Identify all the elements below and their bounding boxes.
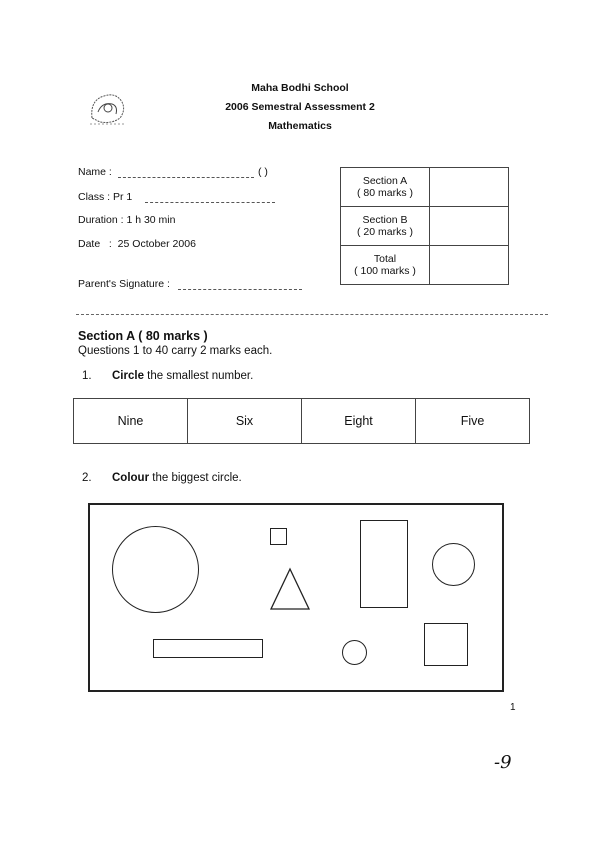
marks-sub-label: ( 100 marks ) xyxy=(354,265,416,277)
school-name: Maha Bodhi School xyxy=(251,82,349,94)
triangle-shape xyxy=(269,567,311,611)
question-number: 1. xyxy=(82,370,92,382)
marks-sub-label: ( 80 marks ) xyxy=(356,187,413,199)
marks-score-cell[interactable] xyxy=(430,168,509,207)
section-a-instruction: Questions 1 to 40 carry 2 marks each. xyxy=(78,345,273,357)
shapes-panel xyxy=(88,503,504,692)
medium-circle-shape[interactable] xyxy=(432,543,475,586)
marks-label: Section A xyxy=(362,175,408,187)
signature-label: Parent's Signature : xyxy=(78,278,170,290)
marks-row-total xyxy=(341,246,509,285)
large-circle-shape[interactable] xyxy=(112,526,199,613)
question-keyword: Circle xyxy=(112,370,144,382)
square-shape xyxy=(424,623,468,666)
signature-field[interactable] xyxy=(178,289,302,290)
small-circle-shape[interactable] xyxy=(342,640,367,665)
name-label: Name : xyxy=(78,166,112,178)
marks-sub-label: ( 20 marks ) xyxy=(356,226,413,238)
class-label: Class : Pr 1 xyxy=(78,191,133,203)
marks-row-section-b xyxy=(341,207,509,246)
question-number: 2. xyxy=(82,472,92,484)
date-text: Date : 25 October 2006 xyxy=(78,238,196,250)
option-nine[interactable]: Nine xyxy=(74,399,188,444)
marks-score-cell[interactable] xyxy=(430,207,509,246)
question-1-prompt xyxy=(82,370,253,382)
question-text: the smallest number. xyxy=(147,370,254,382)
marks-table xyxy=(340,167,509,285)
long-rectangle-shape xyxy=(153,639,263,658)
small-square-shape xyxy=(270,528,287,545)
register-number-field[interactable]: ( ) xyxy=(258,166,268,178)
marks-label-cell xyxy=(341,246,430,285)
question-text: the biggest circle. xyxy=(152,472,242,484)
option-five[interactable]: Five xyxy=(416,399,530,444)
question-2-prompt xyxy=(82,472,242,484)
option-eight[interactable]: Eight xyxy=(302,399,416,444)
class-field[interactable] xyxy=(145,202,275,203)
marks-label: Section B xyxy=(362,214,408,226)
question-keyword: Colour xyxy=(112,472,150,484)
marks-label-cell xyxy=(341,207,430,246)
marks-row-section-a xyxy=(341,168,509,207)
name-field[interactable] xyxy=(118,177,254,178)
marks-score-cell[interactable] xyxy=(430,246,509,285)
section-a-title: Section A ( 80 marks ) xyxy=(78,329,208,343)
option-six[interactable]: Six xyxy=(188,399,302,444)
subject-title: Mathematics xyxy=(268,120,332,132)
duration-text: Duration : 1 h 30 min xyxy=(78,214,176,226)
tall-rectangle-shape xyxy=(360,520,408,608)
question-1-options xyxy=(73,398,530,444)
marks-label-cell xyxy=(341,168,430,207)
section-divider xyxy=(76,314,548,315)
page-number: 1 xyxy=(510,702,516,713)
handwritten-score: -9 xyxy=(494,752,512,773)
marks-label: Total xyxy=(373,253,397,265)
assessment-title: 2006 Semestral Assessment 2 xyxy=(225,101,375,113)
